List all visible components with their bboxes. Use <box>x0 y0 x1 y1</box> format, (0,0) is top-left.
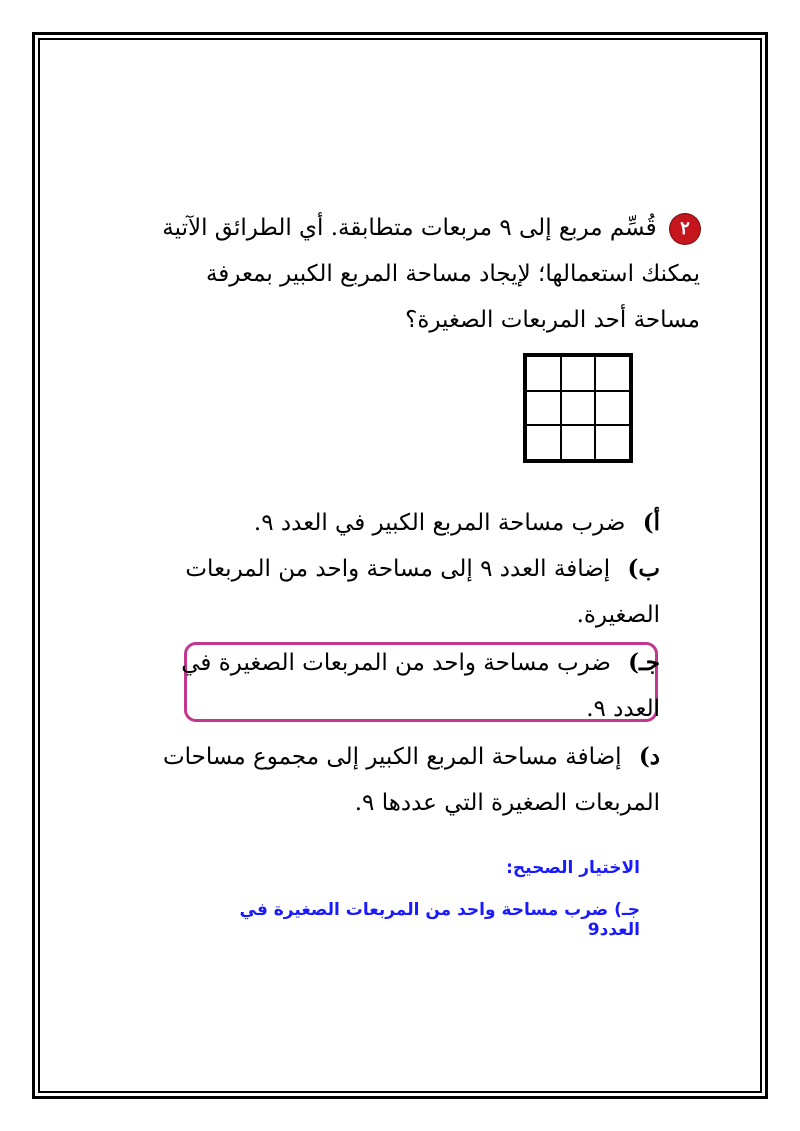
grid-cell <box>526 391 561 426</box>
option-letter: أ) <box>642 509 660 536</box>
option-text: إضافة العدد ٩ إلى مساحة واحد من المربعات الصغيرة. <box>185 556 660 628</box>
question-text: قُسِّم مربع إلى ٩ مربعات متطابقة. أي الطرائق الآتية يمكنك استعمالها؛ لإيجاد مساحة المربع الكبير بمعرفة مساحة أحد المربعات الصغيرة؟ <box>162 215 700 333</box>
answer-text: جـ) ضرب مساحة واحد من المربعات الصغيرة في العدد9 <box>239 900 640 940</box>
option-letter: جـ) <box>628 649 660 676</box>
grid-cell <box>526 356 561 391</box>
option-c <box>150 640 660 732</box>
answer-label: الاختيار الصحيح: <box>506 858 640 878</box>
option-text: ضرب مساحة المربع الكبير في العدد ٩. <box>253 510 626 536</box>
option-text: ضرب مساحة واحد من المربعات الصغيرة في العدد ٩. <box>181 650 660 722</box>
grid-cell <box>561 425 596 460</box>
option-letter: د) <box>638 743 660 770</box>
grid-cell <box>526 425 561 460</box>
grid-cell <box>595 391 630 426</box>
question-block <box>160 205 700 343</box>
option-text: إضافة مساحة المربع الكبير إلى مجموع مساحات المربعات الصغيرة التي عددها ٩. <box>162 744 660 816</box>
option-letter: ب) <box>627 555 660 582</box>
option-d <box>150 734 660 826</box>
grid-cell <box>595 356 630 391</box>
grid-cell <box>561 356 596 391</box>
question-number-badge: ٢ <box>670 214 700 244</box>
option-a <box>150 500 660 546</box>
grid-cell <box>561 391 596 426</box>
grid-cell <box>595 425 630 460</box>
option-b <box>150 546 660 638</box>
square-grid-figure <box>523 353 633 463</box>
